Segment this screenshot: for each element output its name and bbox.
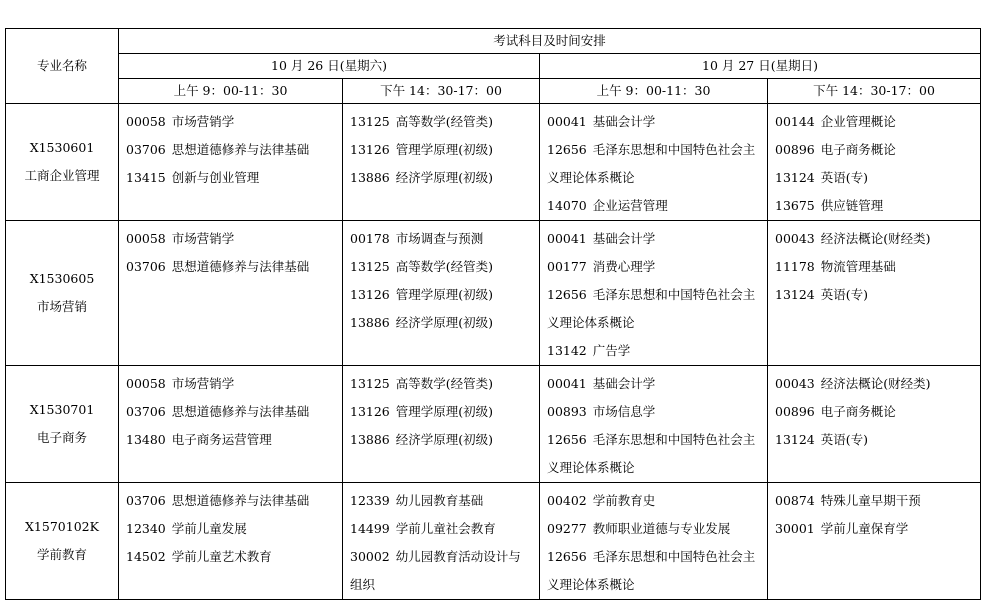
slot-header: 上午 9：00-11：30 <box>119 79 343 104</box>
subject-line <box>126 515 342 543</box>
subject-name: 市场营销学 <box>171 376 235 391</box>
schedule-title-header: 考试科目及时间安排 <box>119 29 981 54</box>
subject-code: 13886 <box>350 170 390 185</box>
subject-line <box>547 192 767 220</box>
subject-cell <box>343 483 540 600</box>
subject-line <box>350 309 539 337</box>
subject-line <box>547 454 767 482</box>
subject-code: 13124 <box>775 287 815 302</box>
major-name: 工商企业管理 <box>24 168 100 183</box>
subject-line <box>775 487 980 515</box>
subject-cell <box>540 366 768 483</box>
subject-line <box>547 515 767 543</box>
subject-code: 13675 <box>775 198 815 213</box>
subject-name: 义理论体系概论 <box>547 170 635 185</box>
subject-line <box>775 398 980 426</box>
subject-line <box>775 370 980 398</box>
subject-name: 英语(专) <box>820 170 869 185</box>
subject-line <box>547 309 767 337</box>
subject-name: 市场营销学 <box>171 231 235 246</box>
subject-code: 12339 <box>350 493 390 508</box>
subject-cell <box>768 366 981 483</box>
subject-name: 管理学原理(初级) <box>395 404 494 419</box>
subject-line <box>350 108 539 136</box>
subject-code: 11178 <box>775 259 815 274</box>
subject-name: 思想道德修养与法律基础 <box>171 259 310 274</box>
subject-line <box>775 192 980 220</box>
subject-code: 13124 <box>775 170 815 185</box>
subject-code: 00144 <box>775 114 815 129</box>
subject-name: 义理论体系概论 <box>547 460 635 475</box>
subject-name: 市场营销学 <box>171 114 235 129</box>
day-header-1: 10 月 26 日(星期六) <box>119 54 540 79</box>
subject-cell <box>343 104 540 221</box>
table-row <box>6 366 981 483</box>
subject-cell <box>540 104 768 221</box>
subject-name: 经济法概论(财经类) <box>820 231 931 246</box>
subject-name: 思想道德修养与法律基础 <box>171 142 310 157</box>
subject-name: 广告学 <box>592 343 631 358</box>
slot-header: 下午 14：30-17：00 <box>768 79 981 104</box>
subject-name: 思想道德修养与法律基础 <box>171 493 310 508</box>
subject-code: 00043 <box>775 231 815 246</box>
subject-line <box>350 253 539 281</box>
subject-line <box>547 337 767 365</box>
major-cell <box>6 483 119 600</box>
subject-code: 00896 <box>775 142 815 157</box>
subject-name: 学前儿童艺术教育 <box>171 549 272 564</box>
subject-name: 学前儿童发展 <box>171 521 247 536</box>
subject-line <box>547 543 767 571</box>
subject-name: 管理学原理(初级) <box>395 287 494 302</box>
subject-code: 00896 <box>775 404 815 419</box>
subject-cell <box>119 104 343 221</box>
subject-name: 思想道德修养与法律基础 <box>171 404 310 419</box>
subject-name: 毛泽东思想和中国特色社会主 <box>592 432 756 447</box>
subject-line <box>547 281 767 309</box>
subject-name: 电子商务概论 <box>820 404 896 419</box>
subject-cell <box>119 483 343 600</box>
subject-cell <box>540 483 768 600</box>
subject-code: 30002 <box>350 549 390 564</box>
subject-line <box>350 487 539 515</box>
subject-line <box>350 398 539 426</box>
subject-line <box>350 281 539 309</box>
subject-cell <box>768 221 981 366</box>
subject-name: 特殊儿童早期干预 <box>820 493 921 508</box>
subject-cell <box>768 483 981 600</box>
subject-code: 03706 <box>126 493 166 508</box>
subject-code: 03706 <box>126 142 166 157</box>
subject-line <box>775 108 980 136</box>
subject-name: 市场信息学 <box>592 404 656 419</box>
subject-name: 经济学原理(初级) <box>395 432 494 447</box>
subject-line <box>775 515 980 543</box>
subject-code: 14502 <box>126 549 166 564</box>
subject-name: 义理论体系概论 <box>547 577 635 592</box>
subject-code: 14499 <box>350 521 390 536</box>
subject-line <box>775 164 980 192</box>
subject-line <box>547 108 767 136</box>
subject-line <box>547 571 767 599</box>
subject-code: 00058 <box>126 114 166 129</box>
subject-line <box>350 370 539 398</box>
subject-line <box>126 108 342 136</box>
exam-schedule-table <box>5 28 981 600</box>
subject-line <box>126 543 342 571</box>
subject-name: 英语(专) <box>820 287 869 302</box>
subject-code: 00178 <box>350 231 390 246</box>
subject-code: 13124 <box>775 432 815 447</box>
subject-name: 经济学原理(初级) <box>395 170 494 185</box>
slot-header: 下午 14：30-17：00 <box>343 79 540 104</box>
subject-name: 毛泽东思想和中国特色社会主 <box>592 142 756 157</box>
subject-name: 企业管理概论 <box>820 114 896 129</box>
subject-name: 学前儿童保育学 <box>820 521 909 536</box>
day-header-2: 10 月 27 日(星期日) <box>540 54 981 79</box>
subject-line <box>547 426 767 454</box>
major-cell <box>6 366 119 483</box>
subject-code: 00893 <box>547 404 587 419</box>
subject-name: 教师职业道德与专业发展 <box>592 521 731 536</box>
subject-name: 高等数学(经管类) <box>395 259 494 274</box>
subject-line <box>350 571 539 599</box>
subject-line <box>547 370 767 398</box>
subject-line <box>775 426 980 454</box>
subject-name: 毛泽东思想和中国特色社会主 <box>592 549 756 564</box>
major-code: X1570102K <box>25 519 99 534</box>
subject-name: 基础会计学 <box>592 376 656 391</box>
subject-name: 创新与创业管理 <box>171 170 260 185</box>
subject-line <box>350 136 539 164</box>
subject-code: 13126 <box>350 142 390 157</box>
subject-name: 物流管理基础 <box>820 259 896 274</box>
subject-name: 管理学原理(初级) <box>395 142 494 157</box>
subject-code: 03706 <box>126 404 166 419</box>
subject-code: 14070 <box>547 198 587 213</box>
subject-code: 00041 <box>547 231 587 246</box>
subject-name: 毛泽东思想和中国特色社会主 <box>592 287 756 302</box>
subject-line <box>126 225 342 253</box>
table-row <box>6 104 981 221</box>
subject-name: 学前教育史 <box>592 493 656 508</box>
slot-header: 上午 9：00-11：30 <box>540 79 768 104</box>
subject-line <box>126 136 342 164</box>
subject-code: 12656 <box>547 549 587 564</box>
subject-name: 幼儿园教育活动设计与 <box>395 549 521 564</box>
subject-code: 03706 <box>126 259 166 274</box>
schedule-body <box>6 104 981 600</box>
subject-cell <box>343 221 540 366</box>
subject-code: 00041 <box>547 376 587 391</box>
subject-code: 13415 <box>126 170 166 185</box>
subject-name: 电子商务概论 <box>820 142 896 157</box>
subject-name: 消费心理学 <box>592 259 656 274</box>
major-code: X1530601 <box>29 140 95 155</box>
subject-name: 供应链管理 <box>820 198 884 213</box>
subject-line <box>775 225 980 253</box>
subject-line <box>775 281 980 309</box>
subject-code: 00177 <box>547 259 587 274</box>
subject-line <box>126 253 342 281</box>
subject-code: 00402 <box>547 493 587 508</box>
subject-name: 基础会计学 <box>592 231 656 246</box>
subject-name: 市场调查与预测 <box>395 231 484 246</box>
subject-cell <box>768 104 981 221</box>
major-cell <box>6 104 119 221</box>
subject-line <box>350 225 539 253</box>
subject-code: 13126 <box>350 287 390 302</box>
subject-line <box>547 136 767 164</box>
major-name-header: 专业名称 <box>6 29 119 104</box>
subject-line <box>350 515 539 543</box>
subject-name: 高等数学(经管类) <box>395 376 494 391</box>
subject-name: 幼儿园教育基础 <box>395 493 484 508</box>
subject-cell <box>119 366 343 483</box>
table-row <box>6 221 981 366</box>
subject-code: 13125 <box>350 259 390 274</box>
subject-name: 经济法概论(财经类) <box>820 376 931 391</box>
subject-line <box>126 398 342 426</box>
subject-code: 13125 <box>350 376 390 391</box>
subject-code: 12656 <box>547 432 587 447</box>
subject-name: 高等数学(经管类) <box>395 114 494 129</box>
subject-name: 学前儿童社会教育 <box>395 521 496 536</box>
subject-code: 00058 <box>126 231 166 246</box>
subject-line <box>126 370 342 398</box>
subject-line <box>547 164 767 192</box>
subject-code: 00058 <box>126 376 166 391</box>
subject-code: 12656 <box>547 287 587 302</box>
subject-code: 13126 <box>350 404 390 419</box>
subject-code: 00043 <box>775 376 815 391</box>
subject-name: 英语(专) <box>820 432 869 447</box>
major-code: X1530605 <box>29 271 95 286</box>
subject-code: 12656 <box>547 142 587 157</box>
subject-line <box>126 426 342 454</box>
subject-line <box>547 487 767 515</box>
subject-code: 12340 <box>126 521 166 536</box>
major-name: 市场营销 <box>36 299 87 314</box>
table-row <box>6 483 981 600</box>
subject-line <box>126 164 342 192</box>
subject-name: 电子商务运营管理 <box>171 432 272 447</box>
subject-name: 基础会计学 <box>592 114 656 129</box>
subject-code: 13142 <box>547 343 587 358</box>
subject-name: 经济学原理(初级) <box>395 315 494 330</box>
subject-code: 13125 <box>350 114 390 129</box>
subject-code: 13886 <box>350 315 390 330</box>
subject-line <box>775 253 980 281</box>
subject-line <box>350 164 539 192</box>
subject-cell <box>343 366 540 483</box>
subject-line <box>547 225 767 253</box>
subject-code: 09277 <box>547 521 587 536</box>
subject-name: 企业运营管理 <box>592 198 668 213</box>
subject-code: 30001 <box>775 521 815 536</box>
subject-cell <box>119 221 343 366</box>
subject-line <box>126 487 342 515</box>
subject-name: 义理论体系概论 <box>547 315 635 330</box>
subject-code: 00041 <box>547 114 587 129</box>
subject-line <box>775 136 980 164</box>
subject-line <box>547 253 767 281</box>
major-name: 电子商务 <box>36 430 87 445</box>
subject-name: 组织 <box>350 577 376 592</box>
subject-code: 13480 <box>126 432 166 447</box>
subject-line <box>350 426 539 454</box>
subject-line <box>547 398 767 426</box>
major-name: 学前教育 <box>36 547 87 562</box>
subject-cell <box>540 221 768 366</box>
subject-line <box>350 543 539 571</box>
subject-code: 13886 <box>350 432 390 447</box>
major-code: X1530701 <box>29 402 95 417</box>
subject-code: 00874 <box>775 493 815 508</box>
major-cell <box>6 221 119 366</box>
